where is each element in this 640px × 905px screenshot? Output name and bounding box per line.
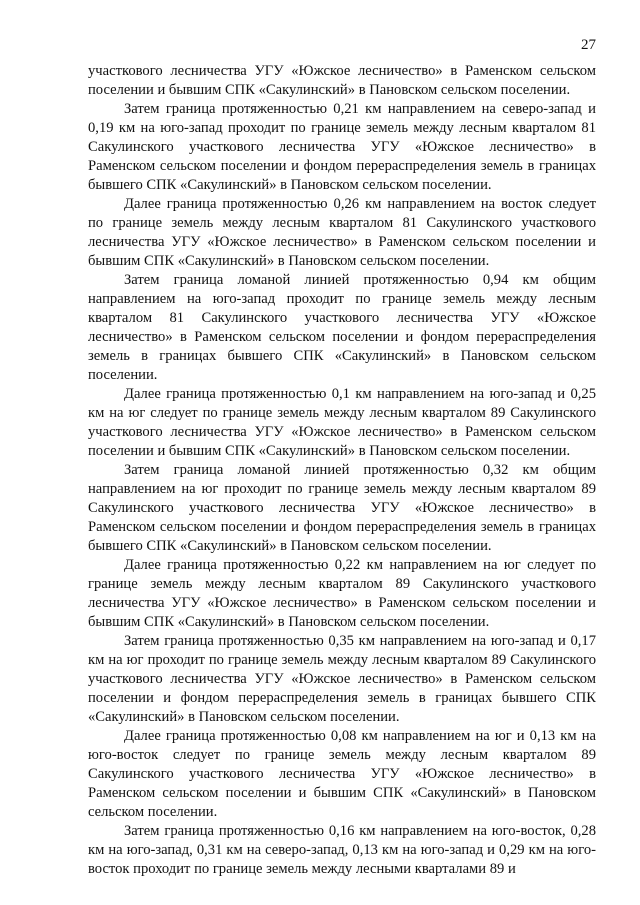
paragraph: Затем граница протяженностью 0,21 км направлением на северо-запад и 0,19 км на юго-запад проходит по границе земель между лесным кварталом 81 Сакулинского участкового лесничества УГУ «Южское лесничество» в Раменском сельском поселении и фондом перераспределения земель в границах бывшего СПК «Сакулинский» в Пановском сельском поселении. xyxy=(88,101,596,193)
paragraph: Далее граница протяженностью 0,08 км направлением на юг и 0,13 км на юго-восток следует по границе земель между лесным кварталом 89 Сакулинского участкового лесничества УГУ «Южское лесничество» в Раменском сельском поселении и бывшим СПК «Сакулинский» в Пановском сельском поселении. xyxy=(88,728,596,820)
page-number: 27 xyxy=(581,37,596,53)
paragraph: Затем граница ломаной линией протяженностью 0,32 км общим направлением на юг проходит по границе земель между лесным кварталом 89 Сакулинского участкового лесничества УГУ «Южское лесничество» в Раменском сельском поселении и фондом перераспределения земель в границах бывшего СПК «Сакулинский» в Пановском сельском поселении. xyxy=(88,462,596,554)
paragraph: Далее граница протяженностью 0,1 км направлением на юго-запад и 0,25 км на юг следует по границе земель между лесным кварталом 89 Сакулинского участкового лесничества УГУ «Южское лесничество» в Раменском сельском поселении и бывшим СПК «Сакулинский» в Пановском сельском поселении. xyxy=(88,386,596,459)
paragraph: Далее граница протяженностью 0,22 км направлением на юг следует по границе земель между лесным кварталом 89 Сакулинского участкового лесничества УГУ «Южское лесничество» в Раменском сельском поселении и бывшим СПК «Сакулинский» в Пановском сельском поселении. xyxy=(88,557,596,630)
paragraph-continuation: участкового лесничества УГУ «Южское лесничество» в Раменском сельском поселении и бывшим СПК «Сакулинский» в Пановском сельском поселении. xyxy=(88,63,596,98)
paragraph: Затем граница протяженностью 0,35 км направлением на юго-запад и 0,17 км на юг проходит по границе земель между лесным кварталом 89 Сакулинского участкового лесничества УГУ «Южское лесничество» в Раменском сельском поселении и фондом перераспределения земель в границах бывшего СПК «Сакулинский» в Пановском сельском поселении. xyxy=(88,633,596,725)
document-body xyxy=(88,62,596,879)
paragraph: Затем граница протяженностью 0,16 км направлением на юго-восток, 0,28 км на юго-запад, 0,31 км на северо-запад, 0,13 км на юго-запад и 0,29 км на юго-восток проходит по границе земель между лесными кварталами 89 и xyxy=(88,823,596,877)
paragraph: Далее граница протяженностью 0,26 км направлением на восток следует по границе земель между лесным кварталом 81 Сакулинского участкового лесничества УГУ «Южское лесничество» в Раменском сельском поселении и бывшим СПК «Сакулинский» в Пановском сельском поселении. xyxy=(88,196,596,269)
paragraph: Затем граница ломаной линией протяженностью 0,94 км общим направлением на юго-запад проходит по границе земель между лесным кварталом 81 Сакулинского участкового лесничества УГУ «Южское лесничество» в Раменском сельском поселении и фондом перераспределения земель в границах бывшего СПК «Сакулинский» в Пановском сельском поселении. xyxy=(88,272,596,383)
